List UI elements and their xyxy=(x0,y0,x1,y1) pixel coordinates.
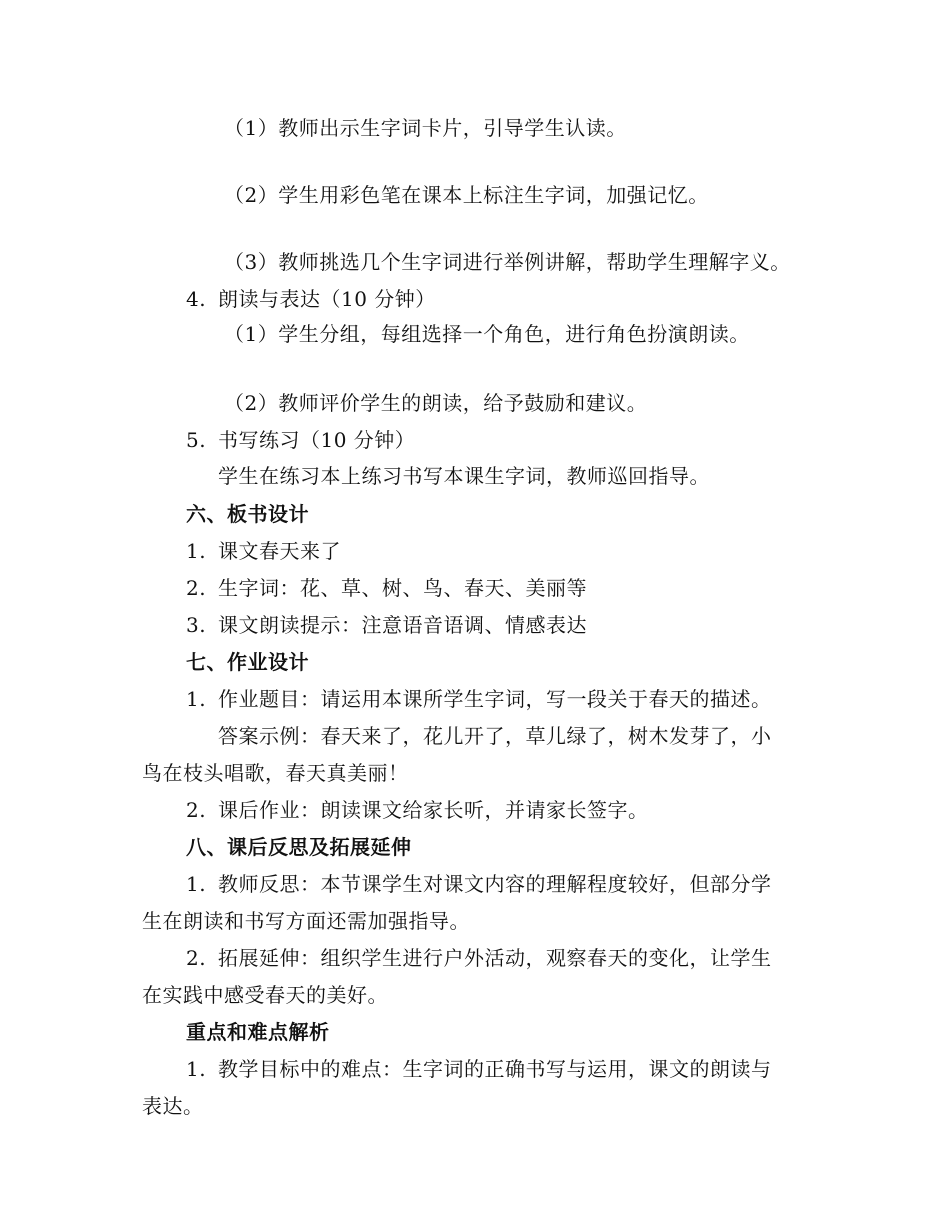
item-number: 2. xyxy=(186,798,207,822)
list-item xyxy=(186,944,772,972)
section-heading: 八、课后反思及拓展延伸 xyxy=(186,835,412,859)
item-number: 4. xyxy=(186,287,207,311)
list-item: （2）学生用彩色笔在课本上标注生字词，加强记忆。 xyxy=(224,183,709,207)
item-number: 2. xyxy=(186,946,207,970)
section-heading: 七、作业设计 xyxy=(186,650,309,674)
list-item: （3）教师挑选几个生字词进行举例讲解，帮助学生理解字义。 xyxy=(224,250,791,274)
paragraph: 学生在练习本上练习书写本课生字词，教师巡回指导。 xyxy=(218,464,710,488)
item-text: 拓展延伸：组织学生进行户外活动，观察春天的变化，让学生 xyxy=(218,946,772,970)
list-item xyxy=(186,796,649,824)
list-item xyxy=(186,611,587,639)
item-number: 1. xyxy=(186,687,207,711)
item-number: 5. xyxy=(186,428,207,452)
paragraph: 答案示例：春天来了，花儿开了，草儿绿了，树木发芽了，小 xyxy=(218,724,772,748)
item-text: 课后作业：朗读课文给家长听，并请家长签字。 xyxy=(218,798,649,822)
section-heading: 重点和难点解析 xyxy=(186,1020,330,1044)
paragraph: 在实践中感受春天的美好。 xyxy=(142,983,388,1007)
item-text: 书写练习（10 分钟） xyxy=(218,428,416,452)
paragraph: 鸟在枝头唱歌，春天真美丽！ xyxy=(142,761,409,785)
item-number: 1. xyxy=(186,539,207,563)
list-item xyxy=(186,426,415,454)
list-item: （2）教师评价学生的朗读，给予鼓励和建议。 xyxy=(224,391,648,415)
list-item xyxy=(186,574,587,602)
list-item xyxy=(186,537,341,565)
item-number: 3. xyxy=(186,613,207,637)
item-text: 朗读与表达（10 分钟） xyxy=(218,287,436,311)
list-item: （1）教师出示生字词卡片，引导学生认读。 xyxy=(224,116,627,140)
list-item xyxy=(186,285,436,313)
paragraph: 表达。 xyxy=(142,1094,204,1118)
item-text: 生字词：花、草、树、鸟、春天、美丽等 xyxy=(218,576,587,600)
item-text: 课文春天来了 xyxy=(218,539,341,563)
item-text: 教学目标中的难点：生字词的正确书写与运用，课文的朗读与 xyxy=(218,1057,772,1081)
list-item xyxy=(186,870,772,898)
paragraph: 生在朗读和书写方面还需加强指导。 xyxy=(142,909,470,933)
item-text: 课文朗读提示：注意语音语调、情感表达 xyxy=(218,613,587,637)
item-number: 1. xyxy=(186,872,207,896)
item-text: 作业题目：请运用本课所学生字词，写一段关于春天的描述。 xyxy=(218,687,772,711)
list-item xyxy=(186,1055,772,1083)
item-number: 2. xyxy=(186,576,207,600)
item-number: 1. xyxy=(186,1057,207,1081)
section-heading: 六、板书设计 xyxy=(186,502,309,526)
list-item: （1）学生分组，每组选择一个角色，进行角色扮演朗读。 xyxy=(224,322,750,346)
item-text: 教师反思：本节课学生对课文内容的理解程度较好，但部分学 xyxy=(218,872,772,896)
list-item xyxy=(186,685,772,713)
